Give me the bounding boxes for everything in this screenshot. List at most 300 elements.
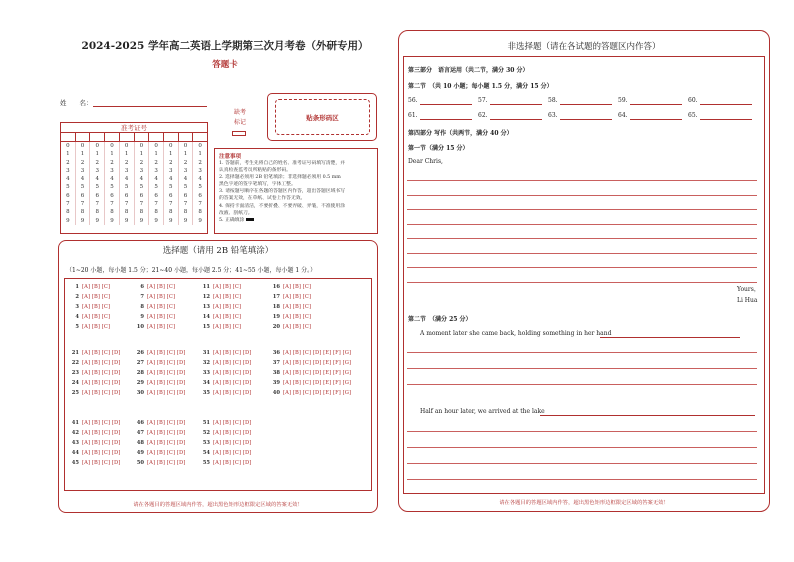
blank-answer-line[interactable] <box>630 104 682 105</box>
exam-id-column[interactable] <box>149 142 164 225</box>
exam-id-digit[interactable]: 3 <box>66 167 70 174</box>
answer-options[interactable]: [A] [B] [C] <box>283 304 312 310</box>
exam-id-digit[interactable]: 4 <box>66 176 70 183</box>
question-47[interactable] <box>134 430 185 436</box>
question-49[interactable] <box>134 450 185 456</box>
writing-line[interactable] <box>407 447 757 448</box>
answer-options[interactable]: [A] [B] [C] [D] [E] [F] [G] <box>283 360 352 366</box>
answer-options[interactable]: [A] [B] [C] [D] <box>82 350 121 356</box>
exam-id-digit[interactable]: 6 <box>183 192 188 199</box>
exam-id-digit[interactable]: 9 <box>169 217 173 224</box>
exam-id-digit[interactable]: 3 <box>169 167 173 174</box>
exam-id-column[interactable] <box>76 142 91 225</box>
question-44[interactable] <box>69 450 120 456</box>
answer-options[interactable]: [A] [B] [C] [D] [E] [F] [G] <box>283 390 352 396</box>
missing-exam-checkbox[interactable] <box>232 131 246 136</box>
exam-id-column[interactable] <box>105 142 120 225</box>
blank-number: 64. <box>618 112 628 119</box>
question-27[interactable] <box>134 360 185 366</box>
question-7[interactable] <box>134 294 175 300</box>
blank-answer-line[interactable] <box>560 104 612 105</box>
question-53[interactable] <box>200 440 251 446</box>
question-25[interactable] <box>69 390 120 396</box>
answer-options[interactable]: [A] [B] [C] <box>283 294 312 300</box>
question-50[interactable] <box>134 460 185 466</box>
answer-options[interactable]: [A] [B] [C] <box>283 324 312 330</box>
answer-options[interactable]: [A] [B] [C] [D] <box>213 450 252 456</box>
question-39[interactable] <box>270 380 351 386</box>
answer-options[interactable]: [A] [B] [C] <box>147 284 176 290</box>
exam-id-digit[interactable]: 4 <box>95 176 99 183</box>
question-number: 20 <box>272 324 280 330</box>
question-38[interactable] <box>270 370 351 376</box>
question-3[interactable] <box>69 304 110 310</box>
answer-sheet-label: 答题卡 <box>212 60 238 70</box>
answer-options[interactable]: [A] [B] [C] [D] <box>82 380 121 386</box>
question-9[interactable] <box>134 314 175 320</box>
question-5[interactable] <box>69 324 110 330</box>
answer-options[interactable]: [A] [B] [C] [D] <box>213 430 252 436</box>
question-number: 54 <box>202 450 210 456</box>
question-21[interactable] <box>69 350 120 356</box>
answer-options[interactable]: [A] [B] [C] [D] <box>147 460 186 466</box>
exam-id-digit[interactable]: 7 <box>139 201 144 208</box>
question-number: 13 <box>202 304 210 310</box>
question-19[interactable] <box>270 314 311 320</box>
exam-id-digit[interactable]: 4 <box>80 176 85 183</box>
exam-id-digit[interactable]: 0 <box>183 143 188 149</box>
question-number: 25 <box>71 390 79 396</box>
answer-options[interactable]: [A] [B] [C] [D] <box>82 450 121 456</box>
blank-number: 57. <box>478 97 488 104</box>
answer-options[interactable]: [A] [B] [C] [D] <box>147 420 186 426</box>
question-number: 3 <box>75 304 79 310</box>
question-54[interactable] <box>200 450 251 456</box>
question-46[interactable] <box>134 420 185 426</box>
question-number: 9 <box>140 314 144 320</box>
question-40[interactable] <box>270 390 351 396</box>
exam-id-digit[interactable]: 3 <box>95 167 99 174</box>
question-number: 28 <box>136 370 144 376</box>
exam-id-digit[interactable]: 7 <box>183 201 188 208</box>
exam-id-digit[interactable]: 6 <box>110 192 114 199</box>
exam-id-digit[interactable]: 2 <box>139 159 144 166</box>
exam-id-digit[interactable]: 9 <box>80 217 85 224</box>
nonchoice-answer-area <box>403 56 765 494</box>
writing-line[interactable] <box>407 368 757 369</box>
exam-id-digit[interactable]: 3 <box>139 167 144 174</box>
exam-id-digit[interactable]: 8 <box>124 209 129 216</box>
question-number: 21 <box>71 350 79 356</box>
answer-options[interactable]: [A] [B] [C] [D] <box>213 420 252 426</box>
question-number: 2 <box>75 294 79 300</box>
exam-id-digit[interactable]: 6 <box>154 192 158 199</box>
exam-id-digit[interactable]: 2 <box>169 159 173 166</box>
exam-id-digit[interactable]: 4 <box>154 176 158 183</box>
exam-id-digit[interactable]: 9 <box>66 217 70 224</box>
question-36[interactable] <box>270 350 351 356</box>
exam-id-digit[interactable]: 5 <box>169 184 173 191</box>
exam-id-digit[interactable]: 5 <box>80 184 85 191</box>
exam-id-digit[interactable]: 8 <box>80 209 85 216</box>
answer-options[interactable]: [A] [B] [C] <box>82 294 111 300</box>
answer-options[interactable]: [A] [B] [C] <box>283 314 312 320</box>
exam-id-digit[interactable]: 2 <box>183 159 188 166</box>
question-number: 30 <box>136 390 144 396</box>
exam-id-digit[interactable]: 6 <box>198 192 202 199</box>
answer-options[interactable]: [A] [B] [C] [D] <box>82 440 121 446</box>
question-31[interactable] <box>200 350 251 356</box>
exam-id-digit[interactable]: 9 <box>183 217 188 224</box>
exam-id-digit[interactable]: 1 <box>154 151 158 158</box>
answer-options[interactable]: [A] [B] [C] [D] <box>147 370 186 376</box>
exam-id-digit[interactable]: 3 <box>154 167 158 174</box>
exam-id-digit[interactable]: 4 <box>110 176 114 183</box>
answer-options[interactable]: [A] [B] [C] [D] <box>147 360 186 366</box>
paragraph2-opening: Half an hour later, we arrived at the lake <box>420 408 545 415</box>
exam-id-digit[interactable]: 7 <box>80 201 85 208</box>
question-number: 5 <box>75 324 79 330</box>
exam-id-column[interactable] <box>135 142 150 225</box>
writing-line[interactable] <box>407 238 757 239</box>
exam-id-digit[interactable]: 0 <box>110 143 114 149</box>
question-2[interactable] <box>69 294 110 300</box>
answer-options[interactable]: [A] [B] [C] <box>283 284 312 290</box>
question-number: 17 <box>272 294 280 300</box>
exam-id-digit[interactable]: 0 <box>139 143 144 149</box>
choice-answer-area <box>64 278 372 491</box>
answer-options[interactable]: [A] [B] [C] [D] <box>147 350 186 356</box>
exam-id-digit[interactable]: 0 <box>154 143 158 149</box>
answer-options[interactable]: [A] [B] [C] [D] <box>82 460 121 466</box>
answer-options[interactable]: [A] [B] [C] [D] <box>147 440 186 446</box>
exam-id-digit[interactable]: 8 <box>95 209 99 216</box>
blank-number: 59. <box>618 97 628 104</box>
exam-id-digit[interactable]: 3 <box>124 167 129 174</box>
notice-line: 改液、刮纸刀。 <box>219 210 253 216</box>
question-51[interactable] <box>200 420 251 426</box>
exam-id-digit[interactable]: 0 <box>66 143 70 149</box>
blank-number: 65. <box>688 112 698 119</box>
exam-id-digit[interactable]: 0 <box>95 143 99 149</box>
exam-id-digit[interactable]: 7 <box>169 201 173 208</box>
question-35[interactable] <box>200 390 251 396</box>
answer-options[interactable]: [A] [B] [C] [D] <box>213 390 252 396</box>
exam-id-digit[interactable]: 0 <box>169 143 173 149</box>
exam-id-digit[interactable]: 6 <box>66 192 70 199</box>
exam-id-digit[interactable]: 1 <box>95 151 99 158</box>
writing-line[interactable] <box>407 209 757 210</box>
exam-id-digit[interactable]: 7 <box>66 201 70 208</box>
writing-line[interactable] <box>407 463 757 464</box>
exam-id-digit[interactable]: 9 <box>95 217 99 224</box>
answer-options[interactable]: [A] [B] [C] [D] <box>147 390 186 396</box>
question-number: 15 <box>202 324 210 330</box>
exam-id-digit[interactable]: 1 <box>124 151 129 158</box>
exam-id-digit[interactable]: 2 <box>154 159 158 166</box>
exam-id-digit[interactable]: 9 <box>110 217 114 224</box>
blank-answer-line[interactable] <box>420 119 472 120</box>
writing-line[interactable] <box>407 195 757 196</box>
question-1[interactable] <box>69 284 110 290</box>
exam-id-digit[interactable]: 7 <box>110 201 114 208</box>
answer-options[interactable]: [A] [B] [C] <box>213 324 242 330</box>
writing-line[interactable] <box>407 384 757 385</box>
notice-line: 3. 请按题号顺序在各题的答题区内作答，超出答题区域书写 <box>219 189 346 195</box>
exam-id-column[interactable] <box>90 142 105 225</box>
question-15[interactable] <box>200 324 241 330</box>
answer-options[interactable]: [A] [B] [C] <box>82 304 111 310</box>
question-37[interactable] <box>270 360 351 366</box>
notice-line: 黑色字迹的签字笔填写，字体工整。 <box>219 182 296 188</box>
exam-id-column[interactable] <box>193 142 207 225</box>
question-20[interactable] <box>270 324 311 330</box>
exam-title: 2024-2025 学年高二英语上学期第三次月考卷（外研专用） <box>81 40 369 52</box>
part4-sec1-heading: 第一节（满分 15 分） <box>408 145 469 152</box>
exam-id-digit[interactable]: 3 <box>80 167 85 174</box>
answer-options[interactable]: [A] [B] [C] <box>147 324 176 330</box>
exam-id-digit[interactable]: 7 <box>154 201 158 208</box>
exam-id-digit[interactable]: 8 <box>183 209 188 216</box>
exam-id-digit[interactable]: 1 <box>198 151 202 158</box>
question-29[interactable] <box>134 380 185 386</box>
answer-options[interactable]: [A] [B] [C] <box>213 284 242 290</box>
exam-id-digit[interactable]: 2 <box>80 159 85 166</box>
exam-id-digit[interactable]: 6 <box>139 192 144 199</box>
blank-answer-line[interactable] <box>490 104 542 105</box>
question-12[interactable] <box>200 294 241 300</box>
question-number: 33 <box>202 370 210 376</box>
exam-id-digit[interactable]: 6 <box>80 192 85 199</box>
exam-id-digit[interactable]: 7 <box>198 201 202 208</box>
writing-line[interactable] <box>407 431 757 432</box>
blank-answer-line[interactable] <box>700 119 752 120</box>
part4-sec2-heading: 第二节 （满分 25 分） <box>408 316 472 323</box>
exam-id-column[interactable] <box>61 142 76 225</box>
part3-sec2-heading: 第二节 （共 10 小题；每小题 1.5 分，满分 15 分） <box>408 83 553 90</box>
exam-id-digit[interactable]: 5 <box>139 184 144 191</box>
blank-number: 56. <box>408 97 418 104</box>
paragraph2-first-line[interactable] <box>540 415 755 416</box>
question-24[interactable] <box>69 380 120 386</box>
writing-line[interactable] <box>407 180 757 181</box>
exam-id-digit[interactable]: 1 <box>66 151 70 158</box>
notice-box <box>214 148 378 234</box>
blank-answer-line[interactable] <box>490 119 542 120</box>
question-16[interactable] <box>270 284 311 290</box>
answer-options[interactable]: [A] [B] [C] [D] <box>82 420 121 426</box>
exam-id-digit[interactable]: 2 <box>110 159 114 166</box>
answer-options[interactable]: [A] [B] [C] [D] <box>213 350 252 356</box>
question-11[interactable] <box>200 284 241 290</box>
exam-id-write-row[interactable] <box>61 133 207 142</box>
answer-options[interactable]: [A] [B] [C] <box>213 294 242 300</box>
question-number: 51 <box>202 420 210 426</box>
answer-options[interactable]: [A] [B] [C] [D] <box>213 380 252 386</box>
blank-answer-line[interactable] <box>560 119 612 120</box>
exam-id-digit[interactable]: 3 <box>183 167 188 174</box>
question-28[interactable] <box>134 370 185 376</box>
question-22[interactable] <box>69 360 120 366</box>
exam-id-digit[interactable]: 5 <box>124 184 129 191</box>
answer-options[interactable]: [A] [B] [C] [D] [E] [F] [G] <box>283 370 352 376</box>
exam-id-digit[interactable]: 1 <box>139 151 144 158</box>
answer-options[interactable]: [A] [B] [C] [D] <box>213 440 252 446</box>
exam-id-digit[interactable]: 2 <box>95 159 99 166</box>
answer-options[interactable]: [A] [B] [C] [D] <box>82 430 121 436</box>
exam-id-column[interactable] <box>179 142 194 225</box>
writing-line[interactable] <box>407 352 757 353</box>
answer-options[interactable]: [A] [B] [C] [D] [E] [F] [G] <box>283 380 352 386</box>
answer-options[interactable]: [A] [B] [C] [D] <box>147 430 186 436</box>
exam-id-digit[interactable]: 2 <box>66 159 70 166</box>
exam-id-digit[interactable]: 5 <box>183 184 188 191</box>
exam-id-digit[interactable]: 5 <box>66 184 70 191</box>
exam-id-digit[interactable]: 2 <box>124 159 129 166</box>
question-34[interactable] <box>200 380 251 386</box>
exam-id-digit[interactable]: 0 <box>80 143 85 149</box>
exam-id-digit[interactable]: 9 <box>198 217 202 224</box>
answer-options[interactable]: [A] [B] [C] <box>147 294 176 300</box>
question-number: 39 <box>272 380 280 386</box>
answer-options[interactable]: [A] [B] [C] [D] [E] [F] [G] <box>283 350 352 356</box>
writing-line[interactable] <box>407 224 757 225</box>
name-field[interactable] <box>93 106 207 107</box>
exam-id-digit[interactable]: 7 <box>124 201 129 208</box>
answer-options[interactable]: [A] [B] [C] <box>82 324 111 330</box>
exam-id-digit[interactable]: 2 <box>198 159 202 166</box>
exam-id-digit[interactable]: 8 <box>169 209 173 216</box>
answer-options[interactable]: [A] [B] [C] [D] <box>147 450 186 456</box>
question-number: 37 <box>272 360 280 366</box>
blank-answer-line[interactable] <box>700 104 752 105</box>
answer-options[interactable]: [A] [B] [C] <box>147 304 176 310</box>
exam-id-digit[interactable]: 9 <box>124 217 129 224</box>
question-number: 55 <box>202 460 210 466</box>
question-10[interactable] <box>134 324 175 330</box>
exam-id-digit[interactable]: 1 <box>183 151 188 158</box>
exam-id-bubbles[interactable] <box>61 142 207 225</box>
exam-id-digit[interactable]: 1 <box>80 151 85 158</box>
exam-id-digit[interactable]: 3 <box>198 167 202 174</box>
name-label: 姓 名： <box>60 99 93 107</box>
exam-id-digit[interactable]: 8 <box>139 209 144 216</box>
exam-id-digit[interactable]: 3 <box>110 167 114 174</box>
question-55[interactable] <box>200 460 251 466</box>
question-30[interactable] <box>134 390 185 396</box>
question-45[interactable] <box>69 460 120 466</box>
question-48[interactable] <box>134 440 185 446</box>
blank-number: 63. <box>548 112 558 119</box>
question-32[interactable] <box>200 360 251 366</box>
exam-id-digit[interactable]: 5 <box>198 184 202 191</box>
answer-options[interactable]: [A] [B] [C] [D] <box>147 380 186 386</box>
question-number: 53 <box>202 440 210 446</box>
exam-id-digit[interactable]: 6 <box>169 192 173 199</box>
exam-id-digit[interactable]: 9 <box>139 217 144 224</box>
question-number: 52 <box>202 430 210 436</box>
filled-mark-example <box>246 218 254 221</box>
notice-line: 4. 保持卡面清洁，不要折叠、不要弄破、弄皱，不准使用涂 <box>219 203 346 209</box>
question-23[interactable] <box>69 370 120 376</box>
question-number: 19 <box>272 314 280 320</box>
exam-id-digit[interactable]: 5 <box>95 184 99 191</box>
exam-id-column[interactable] <box>120 142 135 225</box>
blank-answer-line[interactable] <box>630 119 682 120</box>
answer-options[interactable]: [A] [B] [C] <box>82 284 111 290</box>
exam-id-digit[interactable]: 7 <box>95 201 99 208</box>
answer-options[interactable]: [A] [B] [C] [D] <box>213 360 252 366</box>
exam-id-digit[interactable]: 0 <box>124 143 129 149</box>
exam-id-digit[interactable]: 4 <box>183 176 188 183</box>
paragraph1-first-line[interactable] <box>600 337 740 338</box>
writing-line[interactable] <box>407 479 757 480</box>
exam-id-digit[interactable]: 9 <box>154 217 158 224</box>
exam-id-digit[interactable]: 8 <box>198 209 202 216</box>
exam-id-digit[interactable]: 5 <box>110 184 114 191</box>
exam-id-digit[interactable]: 0 <box>198 143 202 149</box>
exam-id-column[interactable] <box>164 142 179 225</box>
question-8[interactable] <box>134 304 175 310</box>
question-number: 48 <box>136 440 144 446</box>
answer-options[interactable]: [A] [B] [C] [D] <box>82 390 121 396</box>
answer-options[interactable]: [A] [B] [C] <box>213 314 242 320</box>
question-13[interactable] <box>200 304 241 310</box>
blank-number: 62. <box>478 112 488 119</box>
exam-id-digit[interactable]: 4 <box>124 176 129 183</box>
writing-line[interactable] <box>407 267 757 268</box>
exam-id-digit[interactable]: 8 <box>66 209 70 216</box>
answer-options[interactable]: [A] [B] [C] [D] <box>213 460 252 466</box>
exam-id-digit[interactable]: 4 <box>169 176 173 183</box>
answer-options[interactable]: [A] [B] [C] <box>82 314 111 320</box>
answer-options[interactable]: [A] [B] [C] [D] <box>213 370 252 376</box>
notice-line: 的答案无效，在草纸、试卷上作答无效。 <box>219 196 306 202</box>
answer-options[interactable]: [A] [B] [C] [D] <box>82 360 121 366</box>
notice-title: 注意事项 <box>219 154 242 160</box>
question-26[interactable] <box>134 350 185 356</box>
exam-id-label: 准考证号 <box>61 123 207 133</box>
question-18[interactable] <box>270 304 311 310</box>
exam-id-digit[interactable]: 8 <box>110 209 114 216</box>
exam-id-digit[interactable]: 6 <box>95 192 99 199</box>
choice-scoring-note: （1~20 小题，每小题 1.5 分；21~40 小题，每小题 2.5 分；41~55 小题，每小题 1 分。） <box>66 267 317 274</box>
question-42[interactable] <box>69 430 120 436</box>
writing-line[interactable] <box>407 282 757 283</box>
exam-id-digit[interactable]: 4 <box>198 176 202 183</box>
question-33[interactable] <box>200 370 251 376</box>
answer-options[interactable]: [A] [B] [C] <box>147 314 176 320</box>
exam-id-digit[interactable]: 1 <box>110 151 114 158</box>
question-4[interactable] <box>69 314 110 320</box>
question-52[interactable] <box>200 430 251 436</box>
question-43[interactable] <box>69 440 120 446</box>
writing-line[interactable] <box>407 253 757 254</box>
blank-answer-line[interactable] <box>420 104 472 105</box>
exam-id-digit[interactable]: 6 <box>124 192 129 199</box>
exam-id-digit[interactable]: 8 <box>154 209 158 216</box>
exam-id-digit[interactable]: 1 <box>169 151 173 158</box>
exam-id-digit[interactable]: 4 <box>139 176 144 183</box>
answer-options[interactable]: [A] [B] [C] [D] <box>82 370 121 376</box>
question-6[interactable] <box>134 284 175 290</box>
answer-options[interactable]: [A] [B] [C] <box>213 304 242 310</box>
exam-id-digit[interactable]: 5 <box>154 184 158 191</box>
question-17[interactable] <box>270 294 311 300</box>
question-41[interactable] <box>69 420 120 426</box>
question-14[interactable] <box>200 314 241 320</box>
question-number: 27 <box>136 360 144 366</box>
